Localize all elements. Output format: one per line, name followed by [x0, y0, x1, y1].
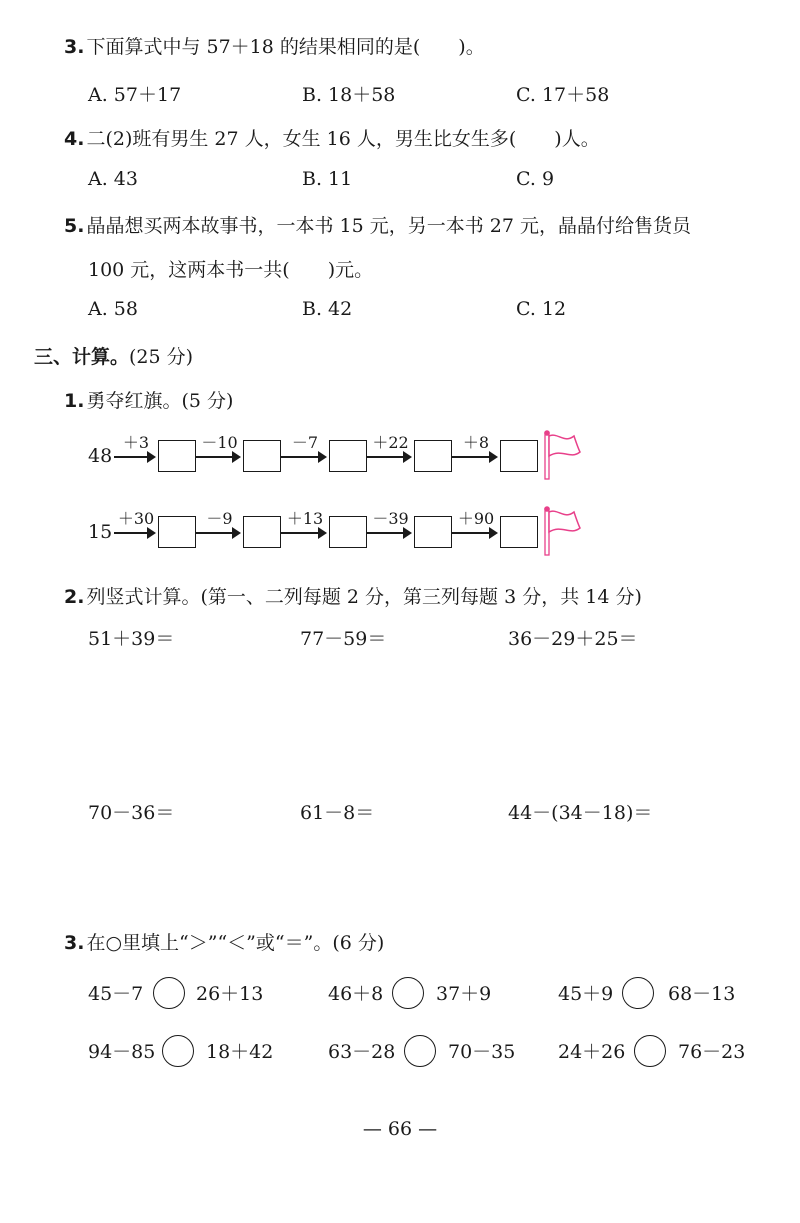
- vertical-expr: 44－(34－18)＝: [508, 802, 653, 824]
- question-3: [64, 32, 485, 59]
- vertical-expr: 36－29＋25＝: [508, 628, 638, 650]
- compare-right: 70－35: [448, 1041, 516, 1063]
- question-number: 2.: [64, 586, 85, 608]
- compare-title: [64, 928, 384, 955]
- compare-circle[interactable]: [404, 1035, 436, 1067]
- red-flag-icon: [542, 506, 586, 558]
- compare-circle[interactable]: [634, 1035, 666, 1067]
- vertical-expr: 77－59＝: [300, 628, 387, 650]
- chain-operation-label: ＋30: [117, 509, 155, 528]
- vertical-title: [64, 582, 642, 609]
- chain-operation-label: －10: [201, 433, 238, 452]
- page-number: — 66 —: [362, 1118, 438, 1140]
- compare-left: 24＋26: [558, 1041, 626, 1063]
- option-a: A. 58: [88, 298, 138, 320]
- chain-title: [64, 386, 233, 413]
- answer-box[interactable]: [243, 516, 281, 548]
- chain-operation-label: ＋8: [462, 433, 490, 452]
- question-text: 晶晶想买两本故事书，一本书 15 元，另一本书 27 元，晶晶付给售货员: [86, 215, 691, 237]
- question-number: 1.: [64, 390, 85, 412]
- section-points: (25 分): [129, 346, 194, 368]
- chain-arrow: [367, 532, 410, 534]
- chain-arrow: [114, 532, 154, 534]
- compare-right: 68－13: [668, 983, 736, 1005]
- compare-left: 45－7: [88, 983, 144, 1005]
- chain-operation-label: ＋13: [286, 509, 324, 528]
- vertical-expr: 61－8＝: [300, 802, 375, 824]
- answer-box[interactable]: [243, 440, 281, 472]
- option-b: B. 18＋58: [302, 84, 396, 106]
- question-4: [64, 124, 600, 151]
- vertical-expr: 70－36＝: [88, 802, 175, 824]
- compare-left: 63－28: [328, 1041, 396, 1063]
- question-number: 3.: [64, 932, 85, 954]
- option-c: C. 17＋58: [516, 84, 610, 106]
- compare-left: 45＋9: [558, 983, 614, 1005]
- question-number: 3.: [64, 36, 85, 58]
- question-5: [64, 211, 691, 238]
- chain-operation-label: ＋90: [457, 509, 495, 528]
- question-number: 4.: [64, 128, 85, 150]
- question-text: 二(2)班有男生 27 人，女生 16 人，男生比女生多( )人。: [86, 128, 600, 150]
- answer-box[interactable]: [158, 516, 196, 548]
- compare-right: 18＋42: [206, 1041, 274, 1063]
- compare-title-text: 在○里填上“＞”“＜”或“＝”。(6 分): [86, 932, 385, 954]
- option-a: A. 57＋17: [88, 84, 182, 106]
- chain-arrow: [367, 456, 410, 458]
- chain-arrow: [114, 456, 154, 458]
- chain-arrow: [281, 532, 325, 534]
- chain-arrow: [452, 532, 496, 534]
- chain-operation-label: ＋22: [372, 433, 409, 452]
- chain-start-number: 48: [88, 445, 113, 467]
- chain-arrow: [196, 532, 239, 534]
- answer-box[interactable]: [500, 516, 538, 548]
- chain-operation-label: ＋3: [122, 433, 150, 452]
- option-a: A. 43: [88, 168, 138, 190]
- answer-box[interactable]: [329, 516, 367, 548]
- compare-circle[interactable]: [162, 1035, 194, 1067]
- chain-operation-label: －9: [206, 509, 233, 528]
- option-c: C. 9: [516, 168, 555, 190]
- vertical-title-text: 列竖式计算。(第一、二列每题 2 分，第三列每题 3 分，共 14 分): [86, 586, 642, 608]
- chain-arrow: [452, 456, 496, 458]
- chain-title-text: 勇夺红旗。(5 分): [86, 390, 234, 412]
- compare-circle[interactable]: [622, 977, 654, 1009]
- question-5-continued: 100 元，这两本书一共( )元。: [88, 259, 374, 281]
- compare-right: 37＋9: [436, 983, 492, 1005]
- answer-box[interactable]: [158, 440, 196, 472]
- chain-arrow: [196, 456, 239, 458]
- answer-box[interactable]: [414, 516, 452, 548]
- question-number: 5.: [64, 215, 85, 237]
- compare-right: 76－23: [678, 1041, 746, 1063]
- compare-circle[interactable]: [392, 977, 424, 1009]
- compare-circle[interactable]: [153, 977, 185, 1009]
- chain-operation-label: －39: [372, 509, 409, 528]
- answer-box[interactable]: [329, 440, 367, 472]
- compare-left: 46＋8: [328, 983, 384, 1005]
- section-title-text: 三、计算。: [34, 346, 130, 368]
- answer-box[interactable]: [500, 440, 538, 472]
- chain-start-number: 15: [88, 521, 113, 543]
- option-b: B. 11: [302, 168, 353, 190]
- chain-arrow: [281, 456, 325, 458]
- answer-box[interactable]: [414, 440, 452, 472]
- option-c: C. 12: [516, 298, 567, 320]
- compare-right: 26＋13: [196, 983, 264, 1005]
- vertical-expr: 51＋39＝: [88, 628, 175, 650]
- section-title: [34, 342, 193, 369]
- question-text: 下面算式中与 57＋18 的结果相同的是( )。: [86, 36, 485, 58]
- red-flag-icon: [542, 430, 586, 482]
- chain-operation-label: －7: [291, 433, 319, 452]
- option-b: B. 42: [302, 298, 353, 320]
- compare-left: 94－85: [88, 1041, 156, 1063]
